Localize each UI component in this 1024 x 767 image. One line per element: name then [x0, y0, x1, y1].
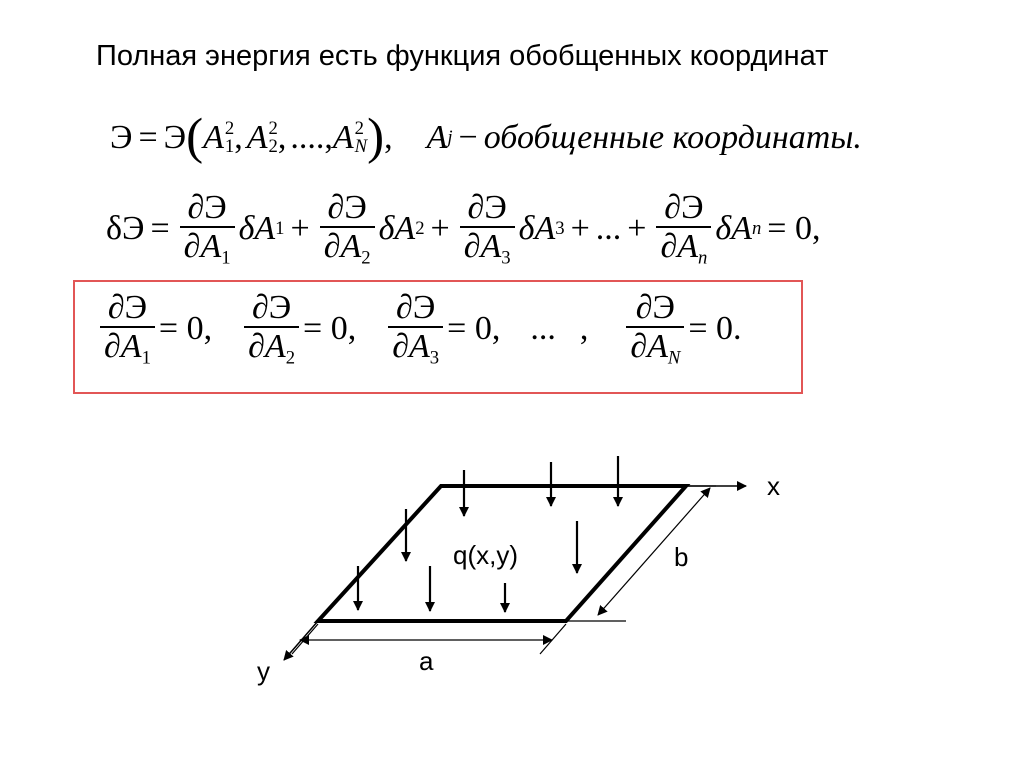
delta-a1: δA [238, 210, 276, 248]
partial-eq-n: $\frac{\partial Э}{\partial A_N}$ [626, 290, 684, 369]
dash: − [458, 118, 478, 156]
comma: , [579, 310, 589, 348]
partial-derivative-3: $\frac{\partial Э}{\partial A_3}$ [460, 190, 515, 269]
equals-sign: = [138, 118, 158, 156]
coord-aj: A [426, 118, 448, 156]
coord-a2-indices: 2 2 [268, 117, 278, 157]
load-label: q(x,y) [453, 540, 518, 570]
coordinates-description: обобщенные координаты. [483, 118, 862, 156]
equals-zero: = 0, [447, 310, 501, 348]
equals-zero: = 0, [158, 310, 213, 348]
open-paren: ( [186, 109, 204, 165]
plus-sign: + [570, 210, 590, 248]
plus-sign: + [627, 210, 647, 248]
equals-zero: = 0, [767, 210, 821, 248]
dimension-a-tick-right [540, 624, 566, 654]
partial-eq-2: $\frac{\partial Э}{\partial A_2}$ [244, 290, 299, 369]
coord-an: A [332, 118, 354, 156]
dimension-a-label: a [419, 646, 434, 676]
comma: , [234, 118, 243, 156]
index-3: 3 [555, 218, 565, 240]
coord-a2: A [246, 118, 268, 156]
energy-variation: δЭ [106, 210, 145, 248]
plus-sign: + [430, 210, 450, 248]
coord-a1-indices: 2 1 [224, 117, 235, 157]
delta-a2: δA [378, 210, 416, 248]
index-1: 1 [275, 218, 285, 240]
comma: , [384, 118, 393, 156]
dimension-b-line [598, 488, 710, 615]
ellipsis: ...., [290, 118, 333, 156]
partial-derivative-1: $\frac{\partial Э}{\partial A_1}$ [180, 190, 235, 269]
index-j: j [447, 126, 453, 148]
index-2: 2 [415, 218, 425, 240]
dimension-a-tick-left [292, 624, 318, 654]
y-axis-label: y [257, 656, 270, 686]
energy-symbol: Э [110, 118, 133, 156]
delta-a3: δA [518, 210, 556, 248]
equals-zero: = 0, [303, 310, 357, 348]
partial-derivative-n: $\frac{\partial Э}{\partial A_n}$ [656, 190, 711, 269]
delta-an: δA [715, 210, 752, 248]
comma: , [277, 118, 287, 156]
dimension-b-label: b [674, 542, 689, 572]
coord-an-indices: 2 N [354, 117, 368, 157]
equals-sign: = [150, 210, 170, 248]
partial-derivative-2: $\frac{\partial Э}{\partial A_2}$ [320, 190, 375, 269]
partial-eq-3: $\frac{\partial Э}{\partial A_3}$ [388, 290, 443, 369]
slide-title: Полная энергия есть функция обобщенных координат [96, 40, 829, 72]
x-axis-label: x [767, 471, 780, 501]
close-paren: ) [367, 109, 385, 165]
plus-sign: + [290, 210, 310, 248]
index-n: n [751, 218, 762, 240]
partial-eq-1: $\frac{\partial Э}{\partial A_1}$ [100, 290, 155, 369]
ellipsis: ... [530, 310, 556, 348]
equals-zero-final: = 0. [688, 310, 742, 348]
ellipsis: ... [595, 210, 622, 248]
energy-symbol: Э [163, 118, 187, 156]
coord-a1: A [203, 118, 224, 156]
